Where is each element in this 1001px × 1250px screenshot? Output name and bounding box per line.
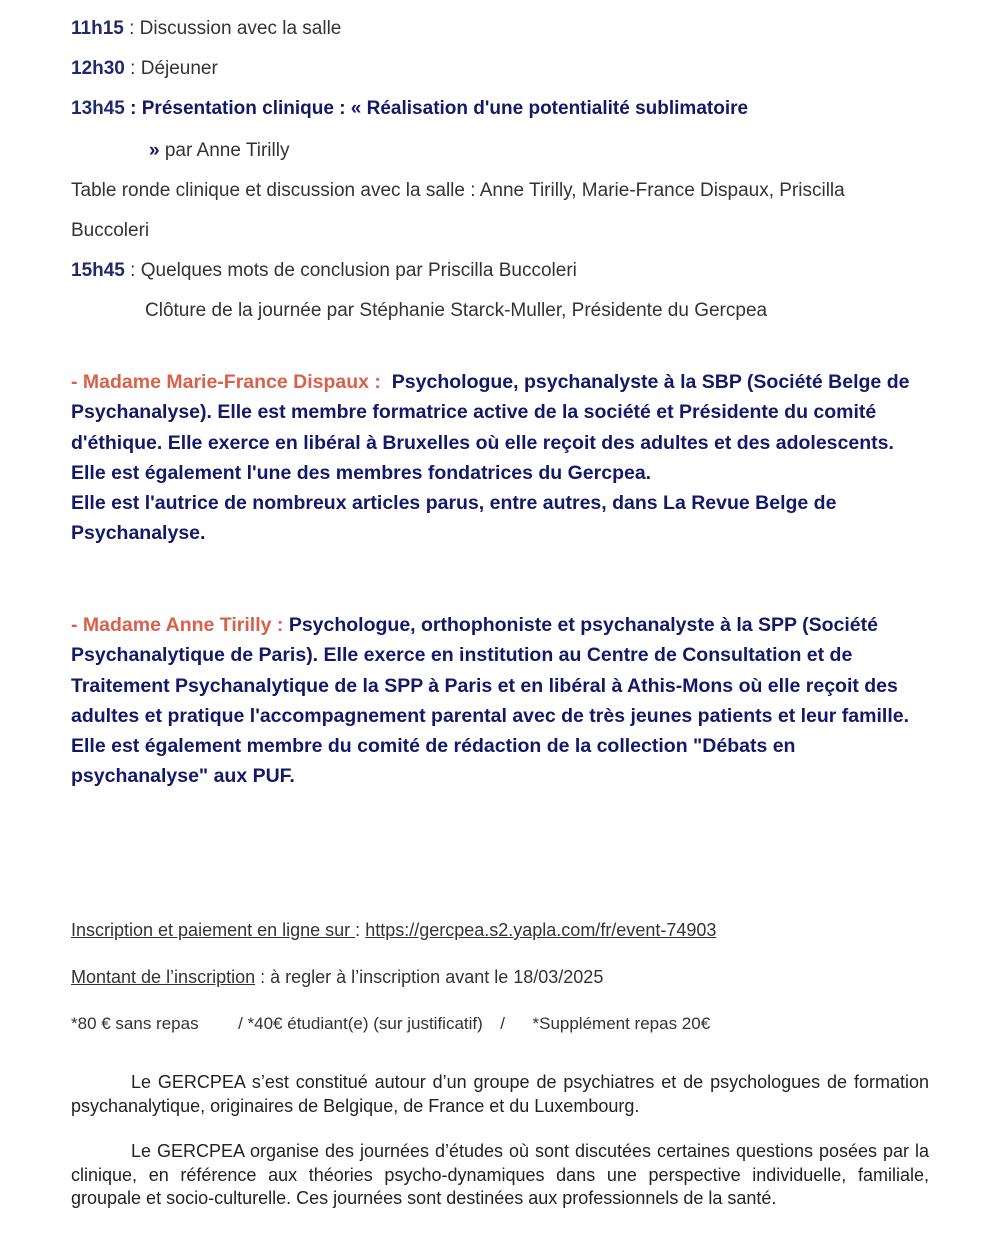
program-time: 15h45 — [71, 260, 125, 281]
registration-link[interactable]: https://gercpea.s2.yapla.com/fr/event-74903 — [365, 920, 717, 940]
bio-extra: Elle est l'autrice de nombreux articles parus, entre autres, dans La Revue Belge de Psychanalyse. — [71, 492, 837, 545]
program-text: Discussion avec la salle — [139, 18, 342, 39]
amount-line — [71, 967, 603, 988]
program-item — [71, 18, 341, 40]
presentation-title: : Présentation clinique : « Réalisation d'une potentialité sublimatoire — [124, 98, 749, 119]
roundtable-line-2: Buccoleri — [71, 220, 150, 241]
program-item-presentation — [71, 98, 748, 120]
bio-extra: Elle est également l'une des membres fondatrices du Gercpea. — [71, 461, 652, 484]
registration-line — [71, 920, 716, 941]
presentation-speaker: par Anne Tirilly — [159, 140, 290, 161]
about-paragraph-2 — [71, 1140, 929, 1211]
program-time: 13h45 — [71, 98, 125, 119]
bio-tirilly — [71, 610, 931, 792]
bio-name: - Madame Marie-France Dispaux : — [71, 371, 381, 393]
program-sep: : — [124, 260, 141, 281]
bio-text: Psychologue, psychanalyste à la SBP (Société Belge de Psychanalyse). Elle est membre formatrice active de la société et Présidente du comité d'éthique. Elle exerce en libéral à Bruxelles où elle reçoit des adultes et des adolescents. — [71, 371, 910, 454]
bio-text: Psychologue, orthophoniste et psychanalyste à la SPP (Société Psychanalytique de Paris). Elle exerce en institution au Centre de Consultation et de Traitement Psychanalytique de la SPP à Paris et en libéral à Athis-Mons où elle reçoit des adultes et pratique l'accompagnement parental avec de très jeunes patients et leur famille. Elle est également membre du comité de rédaction de la collection "Débats en psychanalyse" aux PUF. — [71, 614, 909, 788]
price-2: *40€ étudiant(e) (sur justificatif) — [247, 1014, 483, 1033]
about-text: Le GERCPEA organise des journées d’études où sont discutées certaines questions posées par la clinique, en référence aux théories psycho-dynamiques dans une perspective individuelle, familiale, groupale et socio-culturelle. Ces journées sont destinées aux professionnels de la santé. — [71, 1141, 929, 1208]
program-item — [71, 260, 577, 282]
closing-line: Clôture de la journée par Stéphanie Starck-Muller, Présidente du Gercpea — [145, 300, 768, 321]
price-sep: / — [500, 1014, 506, 1033]
program-text: Déjeuner — [140, 58, 218, 79]
price-1: *80 € sans repas — [71, 1014, 199, 1033]
closing-quote: » — [149, 140, 160, 161]
about-paragraph-1 — [71, 1071, 929, 1118]
program-text: Quelques mots de conclusion par Priscilla Buccoleri — [140, 260, 577, 281]
program-item — [71, 58, 218, 80]
registration-sep: : — [355, 920, 366, 940]
amount-label: Montant de l’inscription — [71, 967, 256, 987]
price-sep: / — [238, 1014, 243, 1033]
roundtable-line-1: Table ronde clinique et discussion avec la salle : Anne Tirilly, Marie-France Dispaux, Priscilla — [71, 180, 845, 201]
presentation-title-end — [149, 140, 289, 162]
price-line — [71, 1014, 710, 1034]
bio-dispaux — [71, 367, 931, 549]
program-sep: : — [123, 18, 140, 39]
program-sep: : — [124, 58, 141, 79]
amount-text: : à regler à l’inscription avant le 18/03/2025 — [255, 967, 604, 987]
about-text: Le GERCPEA s’est constitué autour d’un groupe de psychiatres et de psychologues de formation psychanalytique, originaires de Belgique, de France et du Luxembourg. — [71, 1072, 929, 1116]
bio-name: - Madame Anne Tirilly : — [71, 614, 284, 636]
price-3: *Supplément repas 20€ — [532, 1014, 711, 1033]
registration-label: Inscription et paiement en ligne sur — [71, 920, 356, 940]
program-time: 12h30 — [71, 58, 125, 79]
program-time: 11h15 — [71, 18, 124, 39]
